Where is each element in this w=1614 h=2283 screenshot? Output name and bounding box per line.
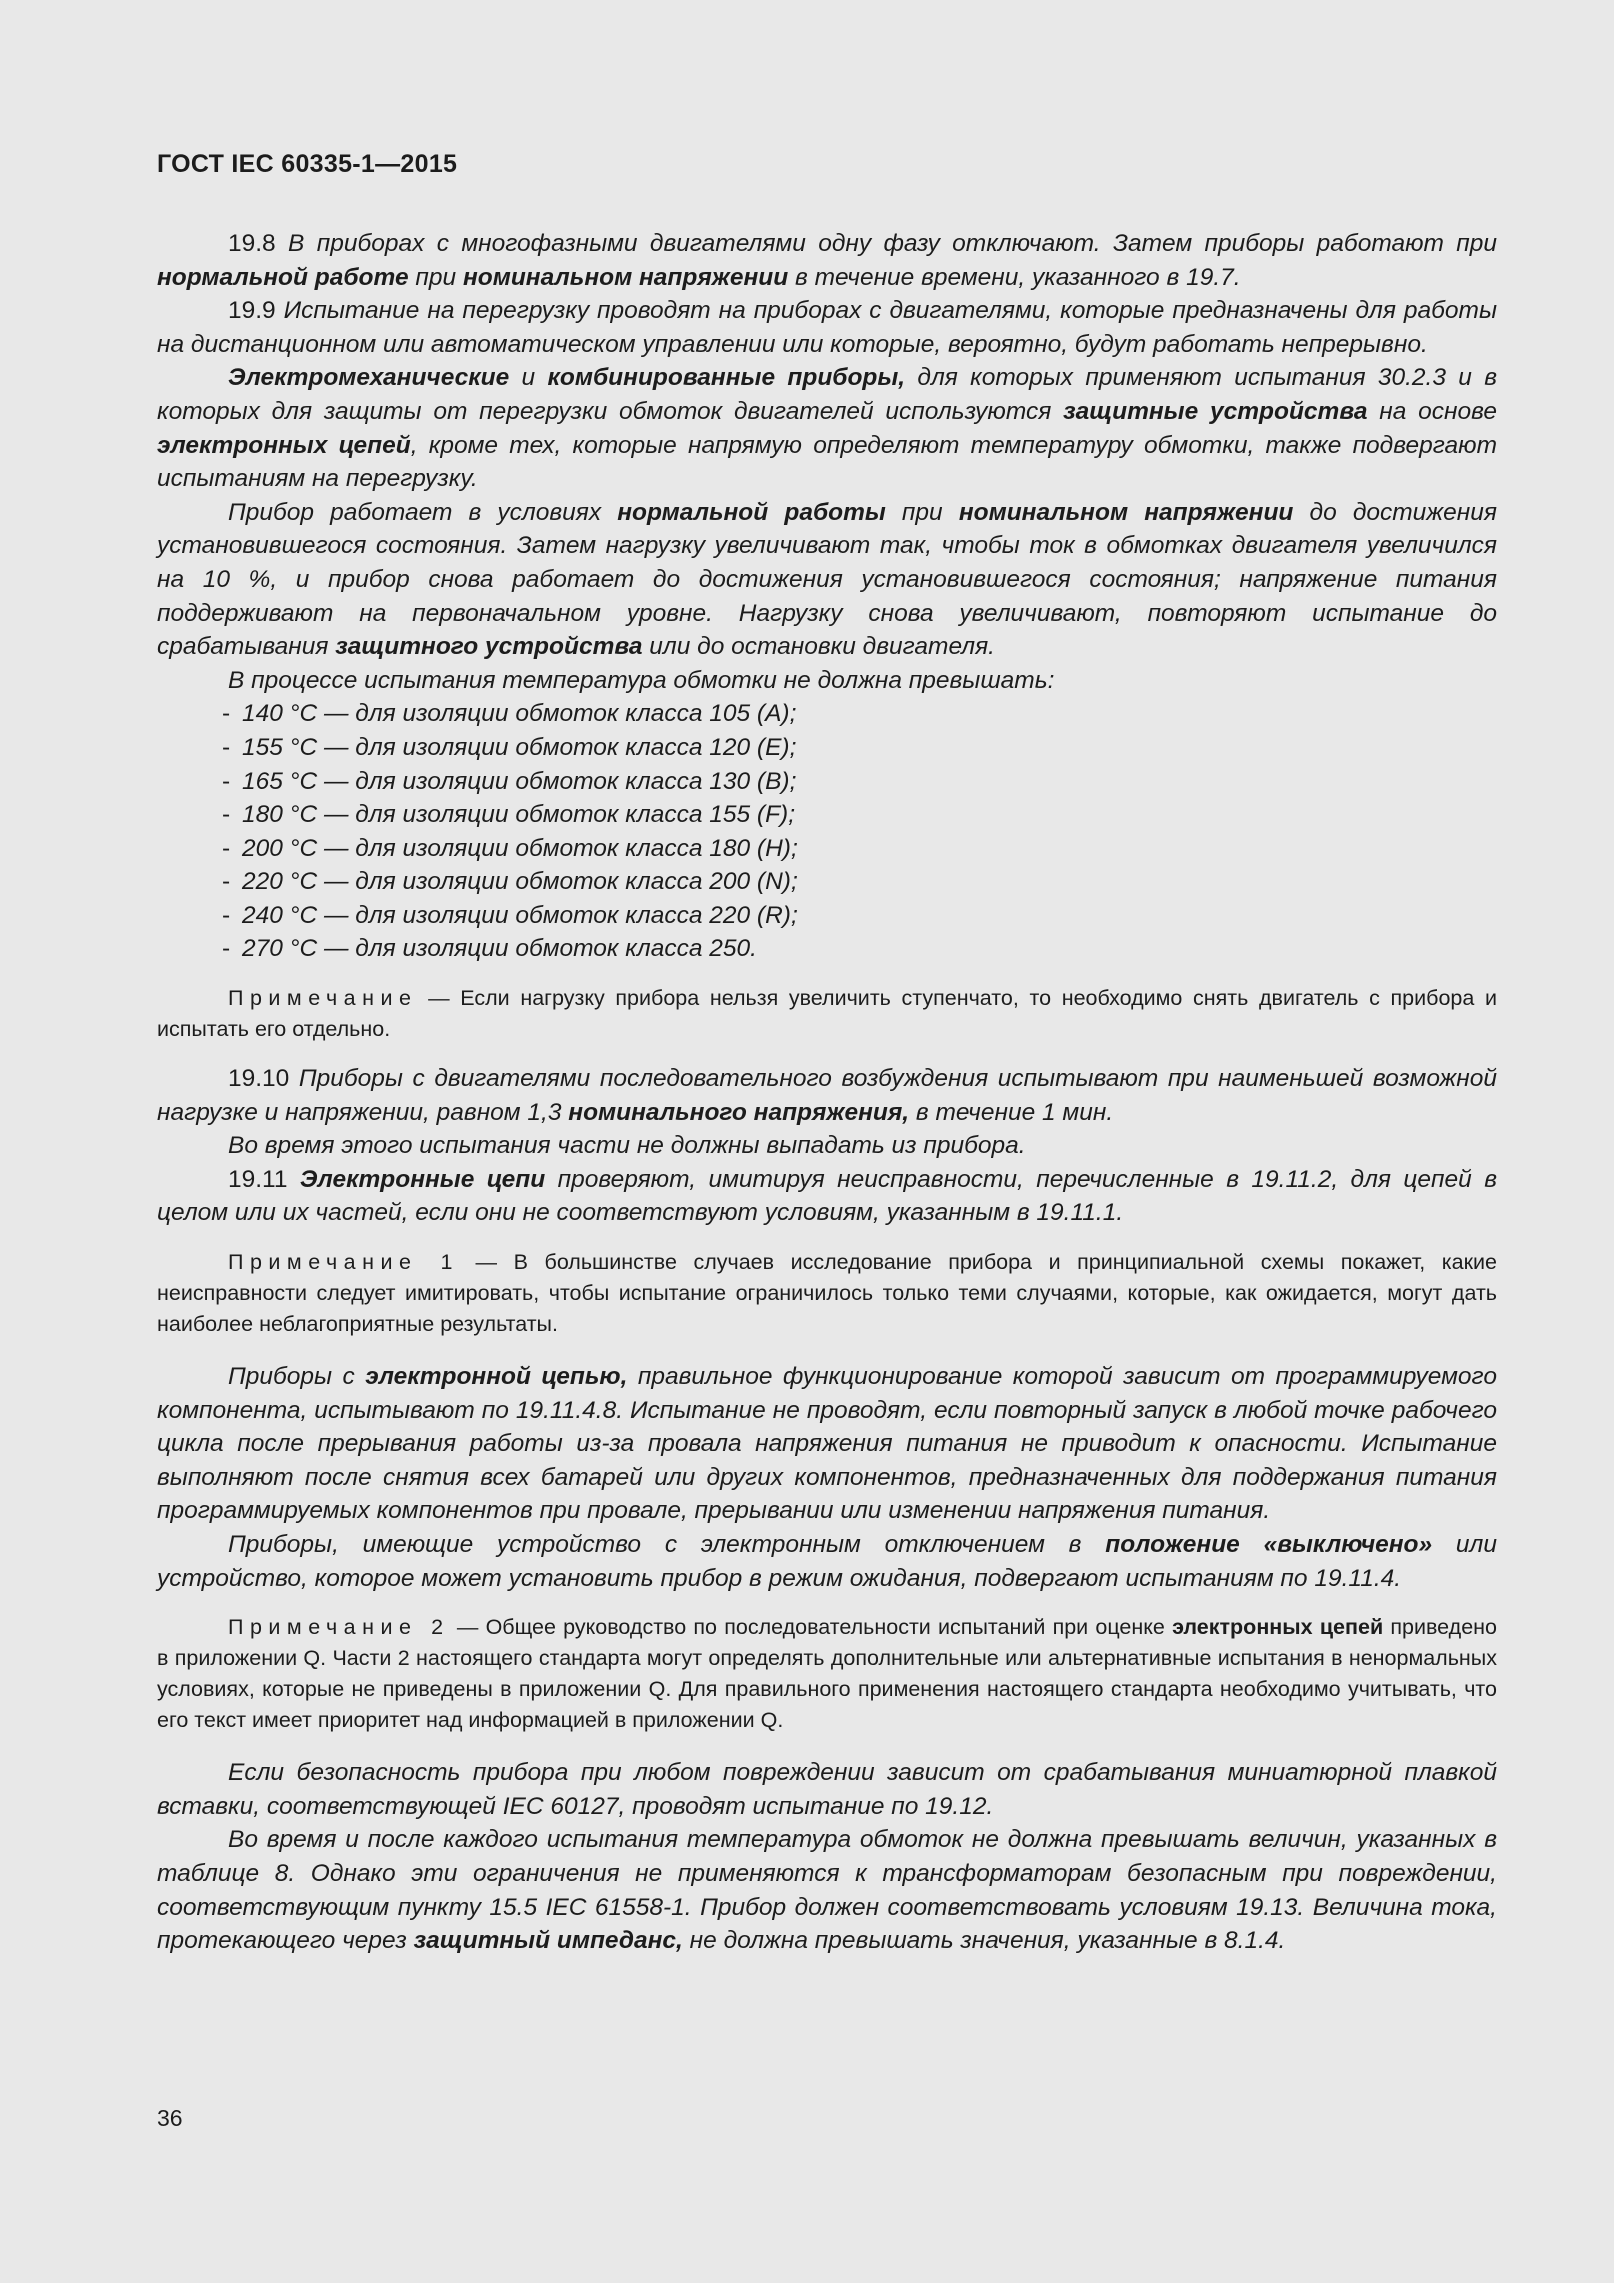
paragraph-19-8 — [157, 227, 1497, 294]
list-item: - 220 °C — для изоляции обмоток класса 200 (N); — [222, 865, 1497, 899]
note-1 — [157, 983, 1497, 1045]
term: защитные устройства — [1063, 397, 1368, 425]
note-label: Примечание 2 — [228, 1615, 450, 1640]
text-run: , кроме тех, которые напрямую определяют температуру обмотки, также подвергают испытаниям на перегрузку. — [157, 431, 1497, 493]
term: Электронные цепи — [299, 1165, 546, 1193]
note-3 — [157, 1612, 1497, 1736]
paragraph-programmable — [157, 1360, 1497, 1528]
page-number: 36 — [157, 2105, 183, 2131]
term: защитного устройства — [335, 633, 643, 661]
text-run: при — [408, 263, 463, 291]
paragraph-19-11 — [157, 1163, 1497, 1230]
document-header: ГОСТ IEC 60335-1—2015 — [157, 150, 458, 178]
text-run: для которых применяют испытания 30.2.3 и в которых для защиты от перегрузки обмоток двигателей используются — [157, 364, 1497, 425]
paragraph-winding-temperature — [157, 1823, 1497, 1957]
text-run: — Если нагрузку прибора нельзя увеличить ступенчато, то необходимо снять двигатель с прибора и испытать его отдельно. — [157, 986, 1497, 1042]
clause-number: 19.11 — [228, 1165, 288, 1193]
paragraph-standby — [157, 1528, 1497, 1595]
paragraph-overload-procedure — [157, 496, 1497, 664]
list-item: - 155 °C — для изоляции обмоток класса 120 (Е); — [222, 731, 1497, 765]
text-run: Приборы с двигателями последовательного возбуждения испытывают при наименьшей возможной нагрузке и напряжении, равном 1,3 — [157, 1065, 1498, 1126]
term: номинальном напряжении — [958, 498, 1294, 526]
term: номинального напряжения, — [568, 1098, 910, 1126]
note-label: Примечание 1 — [228, 1250, 459, 1275]
clause-number: 19.9 — [228, 297, 276, 325]
text-run: в течение 1 мин. — [909, 1098, 1114, 1126]
term: электронной цепью, — [365, 1363, 628, 1391]
paragraph-19-9 — [157, 294, 1497, 361]
note-2 — [157, 1247, 1497, 1340]
text-run: В приборах с многофазными двигателями одну фазу отключают. Затем приборы работают при — [288, 230, 1497, 257]
text-run: до достижения установившегося состояния. Затем нагрузку увеличивают так, чтобы ток в обмотках двигателя увеличился на 10 %, и прибор снова работает до достижения установившегося состояния; напряжение питания поддерживают на первоначальном уровне. Нагрузку снова увеличивают, повторяют испытание до срабатывания — [157, 498, 1497, 661]
paragraph-parts: Во время этого испытания части не должны выпадать из прибора. — [228, 1132, 1026, 1160]
text-run: при — [885, 498, 959, 526]
term: нормальной работе — [157, 263, 409, 291]
list-item: - 200 °C — для изоляции обмоток класса 180 (Н); — [222, 832, 1497, 866]
text-run: проверяют, имитируя неисправности, перечисленные в 19.11.2, для цепей в целом или их частей, если они не соответствуют условиям, указанным в 19.11.1. — [157, 1165, 1497, 1227]
clause-number: 19.8 — [228, 230, 276, 257]
list-item: - 165 °C — для изоляции обмоток класса 130 (В); — [222, 765, 1497, 799]
text-run: Прибор работает в условиях — [228, 498, 618, 526]
term: положение «выключено» — [1105, 1531, 1433, 1558]
text-run: или устройство, которое может установить прибор в режим ожидания, подвергают испытаниям по 19.11.4. — [157, 1531, 1497, 1592]
text-run: не должна превышать значения, указанные в 8.1.4. — [682, 1927, 1286, 1955]
term: нормальной работы — [617, 498, 886, 526]
list-item: - 180 °C — для изоляции обмоток класса 155 (F); — [222, 798, 1497, 832]
term: номинальном напряжении — [462, 263, 789, 291]
text-run: на основе — [1367, 397, 1497, 425]
text-run: приведено в приложении Q. Части 2 настоящего стандарта могут определять дополнительные или альтернативные испытания в ненормальных условиях, которые не приведены в приложении Q. Для правильного применения настоящего стандарта необходимо учитывать, что его текст имеет приоритет над информацией в приложении Q. — [157, 1615, 1497, 1733]
text-run: — В большинстве случаев исследование прибора и принципиальной схемы покажет, какие неисправности следует имитировать, чтобы испытание ограничилось только теми случаями, которые, как ожидается, могут дать наиболее неблагоприятные результаты. — [157, 1250, 1498, 1337]
text-run: в течение времени, указанного в 19.7. — [788, 263, 1241, 291]
text-run: Приборы, имеющие устройство с электронным отключением в — [228, 1531, 1106, 1558]
clause-number: 19.10 — [228, 1065, 290, 1093]
paragraph-19-10 — [157, 1062, 1497, 1129]
temperature-list — [157, 697, 1497, 966]
paragraph-electromechanical — [157, 361, 1497, 495]
document-body — [157, 227, 1497, 1958]
paragraph-fuse: Если безопасность прибора при любом повреждении зависит от срабатывания миниатюрной плавкой вставки, соответствующей IEC 60127, проводят испытание по 19.12. — [157, 1759, 1497, 1820]
text-run: — Общее руководство по последовательности испытаний при оценке — [449, 1615, 1173, 1640]
text-run: правильное функционирование которой зависит от программируемого компонента, испытывают по 19.11.4.8. Испытание не проводят, если повторный запуск в любой точке рабочего цикла после прерывания работы из-за провала напряжения питания не приводит к опасности. Испытание выполняют после снятия всех батарей или других компонентов, предназначенных для поддержания питания программируемых компонентов при провале, прерывании или изменении напряжения питания. — [157, 1363, 1497, 1525]
text-run: Приборы с — [228, 1363, 366, 1391]
list-item: - 240 °C — для изоляции обмоток класса 220 (R); — [222, 899, 1497, 933]
term: комбинированные приборы, — [547, 364, 906, 392]
term: электронных цепей — [1172, 1615, 1384, 1640]
term: Электромеханические — [228, 364, 510, 392]
text-run: Испытание на перегрузку проводят на приборах с двигателями, которые предназначены для работы на дистанционном или автоматическом управлении или которые, вероятно, будут работать непрерывно. — [157, 297, 1497, 358]
list-item: - 140 °C — для изоляции обмоток класса 105 (А); — [222, 697, 1497, 731]
list-item: - 270 °C — для изоляции обмоток класса 250. — [222, 932, 1497, 966]
text-run: Во время и после каждого испытания температура обмоток не должна превышать величин, указанных в таблице 8. Однако эти ограничения не применяются к трансформаторам безопасным при повреждении, соответствующим пункту 15.5 IEC 61558-1. Прибор должен соответствовать условиям 19.13. Величина тока, протекающего через — [157, 1826, 1497, 1955]
paragraph-temperature-limit: В процессе испытания температура обмотки не должна превышать: — [228, 666, 1055, 694]
term: электронных цепей — [157, 431, 411, 459]
text-run: или до остановки двигателя. — [642, 633, 995, 661]
text-run: и — [509, 364, 548, 392]
note-label: Примечание — [228, 986, 418, 1011]
term: защитный импеданс, — [413, 1927, 683, 1955]
